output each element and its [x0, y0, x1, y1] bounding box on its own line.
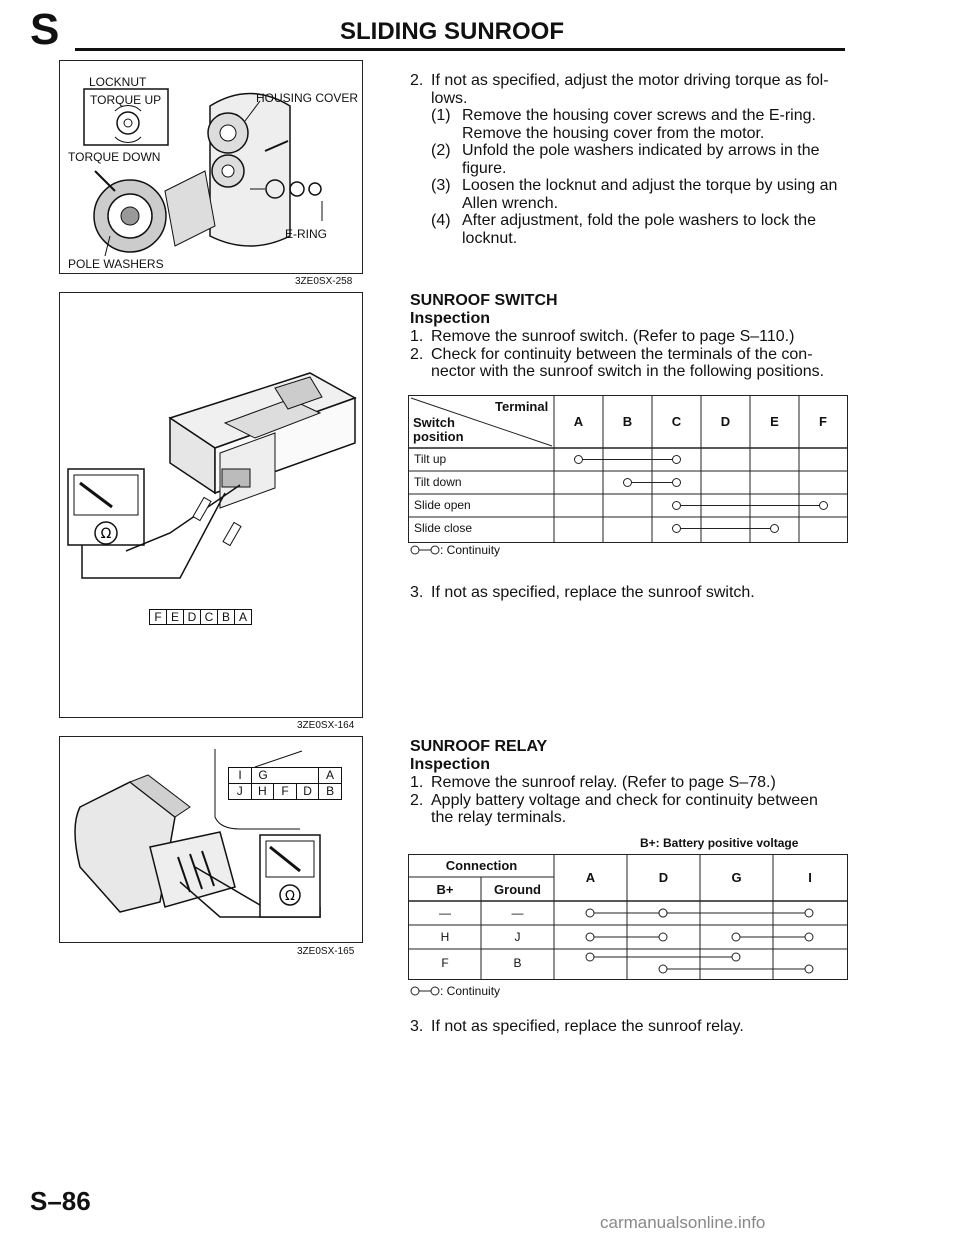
continuity-node [673, 479, 681, 487]
connector-diagram [149, 609, 252, 625]
label-torque-down: TORQUE DOWN [68, 150, 161, 164]
step-item [410, 177, 850, 212]
relay-pin-i: I [229, 768, 252, 783]
step-body [462, 107, 816, 142]
continuity-symbol-icon [410, 985, 440, 997]
step-text-cont: Allen wrench. [462, 194, 559, 212]
switch-illustration [60, 293, 362, 717]
step-text-cont: nector with the sunroof switch in the following positions. [431, 363, 825, 380]
step-body [431, 72, 829, 107]
section-subheading: Inspection [410, 756, 491, 773]
header-rule [75, 48, 845, 51]
header-bplus: B+ [436, 882, 454, 897]
header-connection: Connection [445, 858, 518, 873]
row-label: Slide close [414, 521, 473, 535]
step-text: If not as specified, adjust the motor driving torque as fol- [431, 72, 829, 89]
relay-pin-f: F [274, 784, 297, 799]
step-item [410, 142, 850, 177]
column-header-e: E [770, 414, 779, 429]
step-text-cont: Remove the housing cover from the motor. [462, 124, 765, 142]
switch-section [410, 292, 850, 381]
step-number: 3. [410, 1018, 424, 1035]
bplus-cell: H [440, 930, 450, 944]
step-number: 1. [410, 774, 424, 791]
step-item [410, 72, 850, 107]
step-text-cont: figure. [462, 159, 507, 177]
step-number: 3. [410, 584, 424, 601]
step-item [410, 1018, 744, 1036]
section-heading: SUNROOF SWITCH [410, 292, 558, 309]
step-text: Apply battery voltage and check for continuity between [431, 791, 818, 809]
step-text: After adjustment, fold the pole washers to lock the [462, 212, 816, 229]
step-number: (2) [431, 142, 451, 159]
continuity-symbol-icon [410, 544, 440, 556]
column-header-a: A [573, 414, 584, 429]
step-body [431, 346, 824, 381]
row-label: Tilt down [414, 475, 462, 489]
column-header-b: B [622, 414, 633, 429]
connector-pin-a: A [238, 610, 247, 624]
relay-connector-row-2 [229, 784, 341, 799]
page-number: S–86 [30, 1186, 91, 1216]
step-item [410, 212, 850, 247]
legend-text: : Continuity [440, 543, 501, 557]
figure-switch [59, 292, 363, 718]
continuity-node [659, 933, 667, 941]
switch-continuity-table [408, 395, 848, 543]
continuity-node [575, 456, 583, 464]
step-text: Remove the sunroof relay. (Refer to page S–78.) [431, 774, 776, 791]
step-body [462, 142, 820, 177]
continuity-node [673, 525, 681, 533]
step-text: If not as specified, replace the sunroof relay. [431, 1018, 744, 1035]
step-text: Remove the sunroof switch. (Refer to page S–110.) [431, 328, 795, 345]
relay-connector-row-1 [229, 768, 341, 784]
continuity-node [732, 953, 740, 961]
step-text: Remove the housing cover screws and the E-ring. [462, 107, 816, 124]
figure-code: 3ZE0SX-165 [297, 946, 355, 957]
step-item [410, 107, 850, 142]
label-e-ring: E-RING [285, 227, 327, 241]
corner-terminal: Terminal [495, 399, 549, 414]
relay-pin-j: J [229, 784, 252, 799]
step-number: (3) [431, 177, 451, 194]
section-subheading: Inspection [410, 310, 491, 327]
connector-pin-d: D [184, 610, 201, 624]
bplus-cell: — [439, 906, 451, 920]
step-number: (4) [431, 212, 451, 229]
step-text-cont: the relay terminals. [431, 809, 567, 826]
section-heading: SUNROOF RELAY [410, 738, 548, 755]
watermark: carmanualsonline.info [600, 1213, 766, 1232]
svg-text:Ω: Ω [285, 889, 295, 904]
figure-relay [59, 736, 363, 943]
continuity-node [586, 909, 594, 917]
step-body [462, 212, 816, 247]
figure-code: 3ZE0SX-164 [297, 720, 355, 731]
step-number: 2. [410, 72, 424, 89]
column-header-d: D [720, 414, 731, 429]
step-text: If not as specified, replace the sunroof switch. [431, 584, 755, 601]
connector-pin-e: E [167, 610, 184, 624]
corner-switch: Switch [413, 415, 455, 430]
step-text-cont: lows. [431, 89, 468, 107]
continuity-node [624, 479, 632, 487]
legend-text: : Continuity [440, 984, 501, 998]
step-text-cont: locknut. [462, 229, 518, 247]
connector-pin-f: F [150, 610, 167, 624]
relay-pin-b: B [326, 784, 335, 798]
row-label: Slide open [414, 498, 471, 512]
relay-pin-d: D [297, 784, 320, 799]
column-header-d: D [658, 870, 669, 885]
row-label: Tilt up [414, 452, 447, 466]
continuity-node [732, 933, 740, 941]
step-text: Unfold the pole washers indicated by arrows in the [462, 142, 820, 159]
label-torque-up: TORQUE UP [90, 93, 162, 107]
svg-text:Ω: Ω [100, 526, 112, 542]
relay-section [410, 738, 850, 827]
relay-pin-g: G [258, 768, 268, 782]
continuity-node [586, 953, 594, 961]
step-item [410, 584, 755, 602]
step-text: Loosen the locknut and adjust the torque by using an [462, 177, 838, 194]
step-item [410, 346, 850, 381]
page-title: SLIDING SUNROOF [340, 18, 565, 45]
figure-code: 3ZE0SX-258 [295, 276, 353, 287]
continuity-node [805, 909, 813, 917]
continuity-node [586, 933, 594, 941]
step-item [410, 328, 850, 346]
step-text: Check for continuity between the terminals of the con- [431, 345, 813, 363]
step-item [410, 792, 850, 827]
bplus-cell: F [441, 956, 449, 970]
relay-connector-diagram [228, 767, 342, 800]
connector-pin-c: C [201, 610, 218, 624]
step-number: 2. [410, 791, 424, 809]
continuity-node [820, 502, 828, 510]
header-ground: Ground [494, 882, 541, 897]
continuity-node [659, 909, 667, 917]
label-locknut: LOCKNUT [89, 75, 147, 89]
relay-pin-blank [274, 768, 318, 783]
figure-motor [59, 60, 363, 274]
label-housing-cover: HOUSING COVER [256, 91, 359, 105]
step-body [431, 792, 818, 827]
relay-pin-a: A [318, 768, 341, 783]
column-header-c: C [671, 414, 682, 429]
continuity-node [659, 965, 667, 973]
continuity-node [805, 933, 813, 941]
relay-pin-h: H [252, 784, 275, 799]
ground-cell: J [514, 930, 521, 944]
continuity-node [805, 965, 813, 973]
continuity-node [771, 525, 779, 533]
label-pole-washers: POLE WASHERS [68, 257, 164, 271]
relay-continuity-table [408, 854, 848, 980]
section-letter: S [30, 5, 60, 54]
continuity-node [673, 502, 681, 510]
step-number: 1. [410, 328, 424, 345]
ground-cell: B [513, 956, 522, 970]
column-header-f: F [819, 414, 827, 429]
relay-note: B+: Battery positive voltage [640, 836, 799, 850]
continuity-legend [410, 543, 500, 557]
continuity-legend [410, 984, 500, 998]
corner-position: position [413, 429, 464, 444]
motor-adjust-steps [410, 72, 850, 247]
step-number: 2. [410, 345, 424, 363]
column-header-g: G [731, 870, 742, 885]
step-item [410, 774, 850, 792]
column-header-a: A [585, 870, 596, 885]
step-number: (1) [431, 107, 451, 124]
ground-cell: — [511, 906, 524, 920]
continuity-node [673, 456, 681, 464]
connector-pin-b: B [218, 610, 235, 624]
column-header-i: I [808, 870, 812, 885]
step-body [462, 177, 837, 212]
